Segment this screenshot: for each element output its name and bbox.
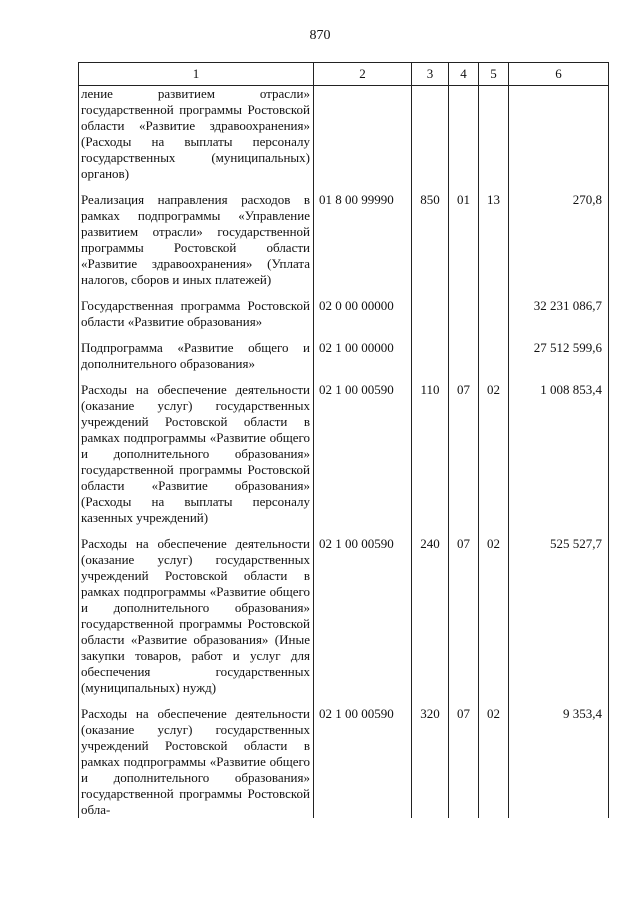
row-expense-type: 320: [412, 706, 449, 818]
row-amount: 9 353,4: [509, 706, 609, 818]
row-name: Расходы на обеспечение деятельности (оказание услуг) государственных учреждений Ростовской области в рамках подпрограммы «Развитие общего и дополнительного образования» государственной программы Ростовской области «Развитие образования» (Расходы на выплаты персоналу казенных учреждений): [79, 382, 314, 526]
row-subsection: [479, 298, 509, 330]
row-section: 07: [449, 536, 479, 696]
row-amount: 32 231 086,7: [509, 298, 609, 330]
row-spacer: [79, 330, 609, 340]
row-subsection: [479, 340, 509, 372]
row-expense-type: [412, 340, 449, 372]
row-name: ление развитием отрасли» государственной программы Ростовской области «Развитие здравоохранения» (Расходы на выплаты персоналу государственных (муниципальных) органов): [79, 86, 314, 183]
row-name: Подпрограмма «Развитие общего и дополнительного образования»: [79, 340, 314, 372]
row-section: 01: [449, 192, 479, 288]
row-name: Государственная программа Ростовской области «Развитие образования»: [79, 298, 314, 330]
row-target-code: 02 1 00 00590: [314, 706, 412, 818]
row-expense-type: 110: [412, 382, 449, 526]
row-section: [449, 86, 479, 183]
row-amount: 270,8: [509, 192, 609, 288]
row-subsection: [479, 86, 509, 183]
row-spacer: [79, 696, 609, 706]
row-amount: 27 512 599,6: [509, 340, 609, 372]
row-spacer: [79, 526, 609, 536]
row-expense-type: 850: [412, 192, 449, 288]
header-row: [79, 63, 609, 86]
column-header-1: 1: [79, 63, 314, 86]
row-section: 07: [449, 382, 479, 526]
row-name: Реализация направления расходов в рамках подпрограммы «Управление развитием отрасли» государственной программы Ростовской области «Развитие здравоохранения» (Уплата налогов, сборов и иных платежей): [79, 192, 314, 288]
row-name: Расходы на обеспечение деятельности (оказание услуг) государственных учреждений Ростовской области в рамках подпрограммы «Развитие общего и дополнительного образования» государственной программы Ростовской области «Развитие образования» (Иные закупки товаров, работ и услуг для обеспечения государственных (муниципальных) нужд): [79, 536, 314, 696]
column-header-2: 2: [314, 63, 412, 86]
row-subsection: 02: [479, 382, 509, 526]
row-expense-type: [412, 86, 449, 183]
table-header: [79, 63, 609, 86]
row-section: 07: [449, 706, 479, 818]
row-amount: 1 008 853,4: [509, 382, 609, 526]
row-spacer: [79, 288, 609, 298]
column-header-5: 5: [479, 63, 509, 86]
row-amount: 525 527,7: [509, 536, 609, 696]
column-header-4: 4: [449, 63, 479, 86]
column-header-3: 3: [412, 63, 449, 86]
row-subsection: 13: [479, 192, 509, 288]
row-subsection: 02: [479, 536, 509, 696]
row-target-code: [314, 86, 412, 183]
row-target-code: 02 1 00 00590: [314, 382, 412, 526]
row-section: [449, 298, 479, 330]
column-header-6: 6: [509, 63, 609, 86]
table-row: [79, 298, 609, 330]
row-spacer: [79, 182, 609, 192]
row-expense-type: 240: [412, 536, 449, 696]
row-target-code: 01 8 00 99990: [314, 192, 412, 288]
row-expense-type: [412, 298, 449, 330]
table-row: [79, 340, 609, 372]
row-section: [449, 340, 479, 372]
row-target-code: 02 1 00 00000: [314, 340, 412, 372]
row-subsection: 02: [479, 706, 509, 818]
budget-table: [78, 62, 609, 818]
table-row: [79, 382, 609, 526]
table-row: [79, 192, 609, 288]
table-row: [79, 706, 609, 818]
table-body: [79, 86, 609, 819]
row-target-code: 02 1 00 00590: [314, 536, 412, 696]
row-target-code: 02 0 00 00000: [314, 298, 412, 330]
table-row: [79, 86, 609, 183]
row-spacer: [79, 372, 609, 382]
page-number: 870: [309, 28, 331, 43]
table-row: [79, 536, 609, 696]
row-amount: [509, 86, 609, 183]
row-name: Расходы на обеспечение деятельности (оказание услуг) государственных учреждений Ростовской области в рамках подпрограммы «Развитие общего и дополнительного образования» государственной программы Ростовской обла-: [79, 706, 314, 818]
